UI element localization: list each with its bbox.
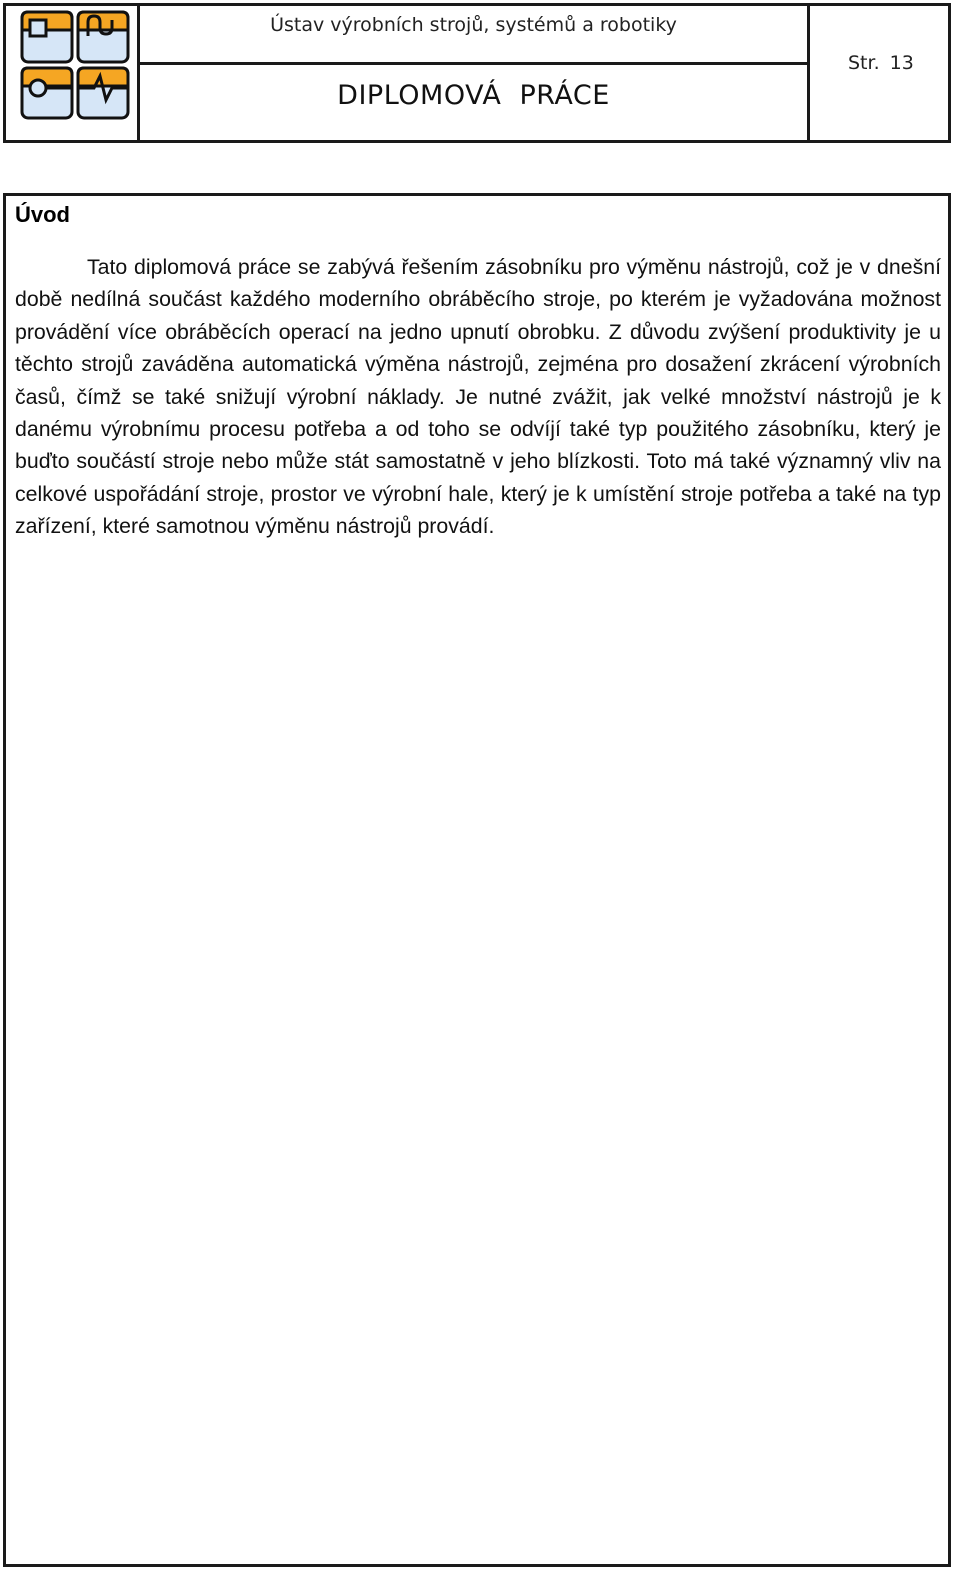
section-heading: Úvod [15,202,70,227]
content-frame [3,193,951,1567]
institute-name: Ústav výrobních strojů, systémů a robotiky [140,6,807,65]
body-paragraph: Tato diplomová práce se zabývá řešením zásobníku pro výměnu nástrojů, což je v dnešní době nedílná součást každého moderního obráběcího stroje, po kterém je vyžadována možnost provádění více obráběcích operací na jedno upnutí obrobku. Z důvodu zvýšení produktivity je u těchto strojů zaváděna automatická výměna nástrojů, zejména pro dosažení zkrácení výrobních časů, čímž se také snižují výrobní náklady. Je nutné zvážit, jak velké množství nástrojů je k danému výrobnímu procesu potřeba a od toho se odvíjí také typ použitého zásobníku, který je buďto součástí stroje nebo může stát samostatně v jeho blízkosti. Toto má také významný vliv na celkové uspořádání stroje, prostor ve výrobní hale, který je k umístění stroje potřeba a také na typ zařízení, které samotnou výměnu nástrojů provádí. [15,255,941,539]
page-header [3,3,951,143]
page-number: 13 [889,52,914,74]
page-prefix: Str. [848,52,880,74]
logo-cell [6,6,140,140]
institute-logo-icon [16,6,134,126]
document-type: DIPLOMOVÁ PRÁCE [337,80,610,111]
page-number-cell [810,6,948,140]
title-cell [140,6,810,140]
